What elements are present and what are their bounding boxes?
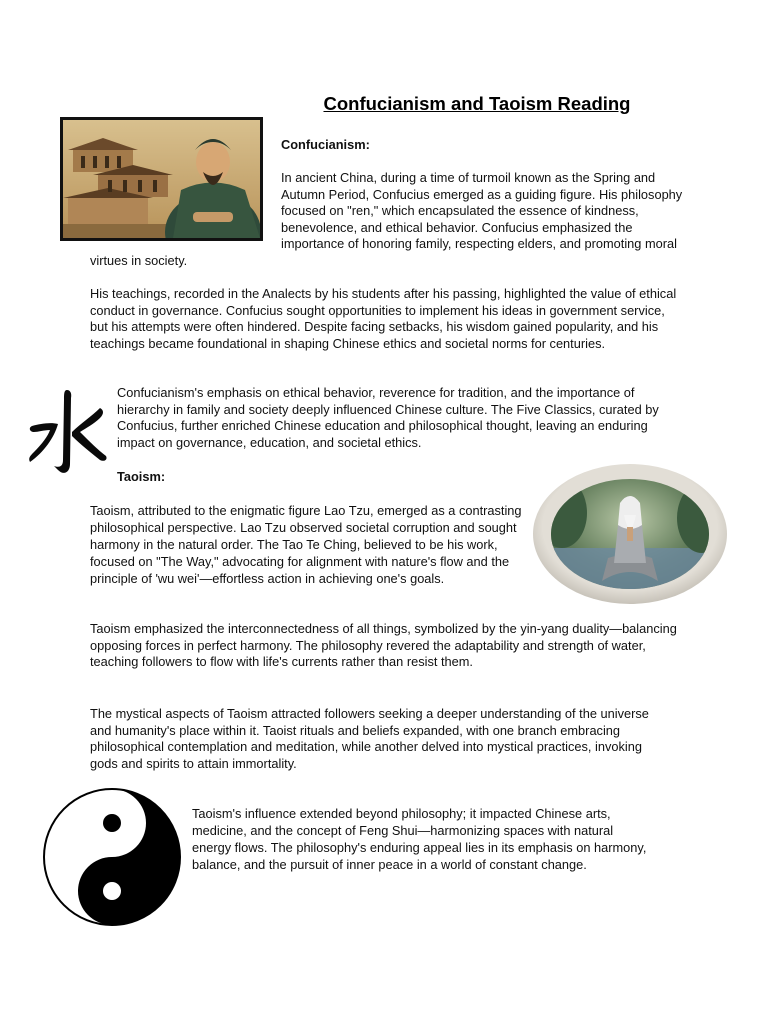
taoism-paragraph-2: Taoism emphasized the interconnectedness of all things, symbolized by the yin-yang duality—balancing opposing forces in perfect harmony. The philosophy revered the adaptability and strength of water, teaching followers to flow with life's currents rather than resist them. [90,621,677,669]
yin-yang-icon [41,785,183,929]
taoism-paragraph-1: Taoism, attributed to the enigmatic figure Lao Tzu, emerged as a contrasting philosophical perspective. Lao Tzu observed societal corruption and sought harmony in the natural order. The Tao Te Ching, believed to be his work, focused on "The Way," advocating for alignment with nature's flow and the principle of 'wu wei'—effortless action in achieving one's goals. [90,503,522,586]
confucianism-paragraph-1-container [90,170,685,269]
taoism-paragraph-4: Taoism's influence extended beyond philosophy; it impacted Chinese arts, medicine, and the concept of Feng Shui—harmonizing spaces with natural energy flows. The philosophy's enduring appeal lies in its emphasis on harmony, balance, and the pursuit of inner peace in a world of constant change. [192,806,647,872]
confucianism-heading: Confucianism: [281,137,370,152]
confucianism-paragraph-2: His teachings, recorded in the Analects by his students after his passing, highlighted the value of ethical conduct in governance. Confucius sought opportunities to implement his ideas in government service, but his attempts were often hindered. Despite facing setbacks, his wisdom gained popularity, and his teachings became foundational in shaping Chinese ethics and societal norms for centuries. [90,286,677,351]
confucianism-paragraph-1: In ancient China, during a time of turmoil known as the Spring and Autumn Period, Confucius emerged as a guiding figure. His philosophy focused on "ren," which encapsulated the essence of kindness, benevolence, and ethical behavior. Confucius emphasized the importance of honoring family, respecting elders, and promoting moral virtues in society. [90,170,683,268]
lao-tzu-meditation-image [532,463,728,605]
taoism-heading: Taoism: [117,469,166,484]
image-float-spacer [90,170,281,252]
taoism-paragraph-3: The mystical aspects of Taoism attracted followers seeking a deeper understanding of the universe and humanity's place within it. Taoist rituals and beliefs expanded, with one branch embracing philosophical contemplation and meditation, while another delved into mystical practices, invoking gods and spirits to attain immortality. [90,706,649,771]
brush-character-glyph [24,386,110,478]
water-character-image [24,386,110,478]
page-title: Confucianism and Taoism Reading [323,93,631,114]
confucianism-paragraph-3: Confucianism's emphasis on ethical behavior, reverence for tradition, and the importance of hierarchy in family and society deeply influenced Chinese culture. The Five Classics, curated by Confucius, further enriched Chinese education and philosophical thought, leaving an enduring impact on governance, education, and societal ethics. [117,385,659,450]
